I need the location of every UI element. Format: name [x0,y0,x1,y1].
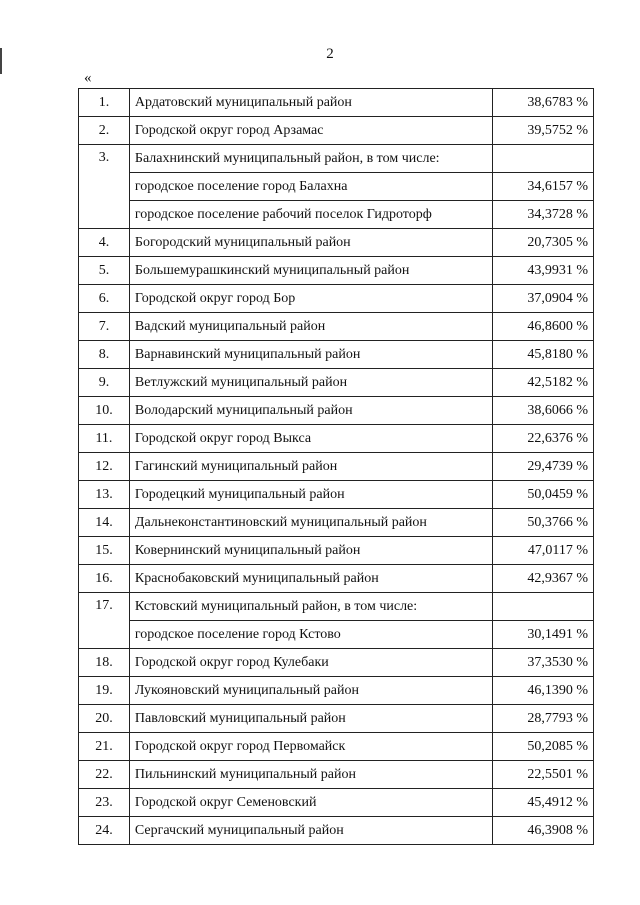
municipality-name: Павловский муниципальный район [129,705,492,733]
percentage-value: 50,3766 % [493,509,594,537]
percentage-value: 46,3908 % [493,817,594,845]
percentage-value: 38,6783 % [493,89,594,117]
municipality-name: Пильнинский муниципальный район [129,761,492,789]
table-body [79,89,594,845]
table-row [79,257,594,285]
percentage-value: 50,0459 % [493,481,594,509]
row-number: 23. [79,789,130,817]
table-row [79,229,594,257]
row-number: 6. [79,285,130,313]
table-row [79,145,594,173]
municipality-name: Богородский муниципальный район [129,229,492,257]
row-number: 11. [79,425,130,453]
row-number: 13. [79,481,130,509]
row-number: 20. [79,705,130,733]
settlement-name: городское поселение город Балахна [129,173,492,201]
percentage-value [493,145,594,173]
municipality-name: Городской округ город Арзамас [129,117,492,145]
municipality-name: Городской округ Семеновский [129,789,492,817]
percentage-value: 34,3728 % [493,201,594,229]
row-number: 19. [79,677,130,705]
percentage-value: 43,9931 % [493,257,594,285]
table-row [79,481,594,509]
municipality-name: Ветлужский муниципальный район [129,369,492,397]
row-number: 22. [79,761,130,789]
percentage-value: 42,5182 % [493,369,594,397]
municipality-name: Балахнинский муниципальный район, в том числе: [129,145,492,173]
municipality-name: Городской округ город Первомайск [129,733,492,761]
row-number: 7. [79,313,130,341]
table-row [79,705,594,733]
table-row [79,817,594,845]
row-number: 15. [79,537,130,565]
municipality-name: Варнавинский муниципальный район [129,341,492,369]
table-row [79,565,594,593]
row-number: 10. [79,397,130,425]
percentage-value: 46,1390 % [493,677,594,705]
row-number: 12. [79,453,130,481]
municipality-name: Городской округ город Бор [129,285,492,313]
percentage-value: 34,6157 % [493,173,594,201]
percentage-value: 28,7793 % [493,705,594,733]
municipality-name: Вадский муниципальный район [129,313,492,341]
table-subrow [79,173,594,201]
opening-quote: « [84,70,92,86]
table-row [79,509,594,537]
row-number: 2. [79,117,130,145]
percentage-table [78,88,594,845]
row-number: 8. [79,341,130,369]
municipality-name: Гагинский муниципальный район [129,453,492,481]
table-row [79,593,594,621]
row-number: 18. [79,649,130,677]
row-number: 17. [79,593,130,649]
municipality-name: Лукояновский муниципальный район [129,677,492,705]
percentage-value: 39,5752 % [493,117,594,145]
municipality-name: Большемурашкинский муниципальный район [129,257,492,285]
municipality-name: Ардатовский муниципальный район [129,89,492,117]
municipality-name: Ковернинский муниципальный район [129,537,492,565]
percentage-value: 37,3530 % [493,649,594,677]
percentage-value: 47,0117 % [493,537,594,565]
percentage-value: 30,1491 % [493,621,594,649]
table-row [79,117,594,145]
table-row [79,649,594,677]
municipality-name: Краснобаковский муниципальный район [129,565,492,593]
table-row [79,453,594,481]
row-number: 21. [79,733,130,761]
row-number: 4. [79,229,130,257]
settlement-name: городское поселение рабочий поселок Гидроторф [129,201,492,229]
table-row [79,537,594,565]
percentage-value: 42,9367 % [493,565,594,593]
percentage-value: 38,6066 % [493,397,594,425]
table-row [79,285,594,313]
row-number: 3. [79,145,130,229]
percentage-value: 20,7305 % [493,229,594,257]
percentage-value: 50,2085 % [493,733,594,761]
percentage-value: 22,6376 % [493,425,594,453]
row-number: 16. [79,565,130,593]
table-row [79,397,594,425]
settlement-name: городское поселение город Кстово [129,621,492,649]
table-row [79,761,594,789]
percentage-value: 29,4739 % [493,453,594,481]
municipality-name: Городской округ город Выкса [129,425,492,453]
percentage-value: 22,5501 % [493,761,594,789]
table-row [79,425,594,453]
table-row [79,733,594,761]
row-number: 1. [79,89,130,117]
municipality-name: Дальнеконстантиновский муниципальный район [129,509,492,537]
municipality-name: Володарский муниципальный район [129,397,492,425]
table-row [79,677,594,705]
table-subrow [79,621,594,649]
table-subrow [79,201,594,229]
row-number: 24. [79,817,130,845]
table-row [79,789,594,817]
table-row [79,313,594,341]
row-number: 14. [79,509,130,537]
table-row [79,341,594,369]
percentage-value: 37,0904 % [493,285,594,313]
municipality-name: Городецкий муниципальный район [129,481,492,509]
table-row [79,369,594,397]
percentage-value: 45,8180 % [493,341,594,369]
percentage-value: 46,8600 % [493,313,594,341]
municipality-name: Сергачский муниципальный район [129,817,492,845]
table-row [79,89,594,117]
percentage-value: 45,4912 % [493,789,594,817]
row-number: 9. [79,369,130,397]
row-number: 5. [79,257,130,285]
municipality-name: Кстовский муниципальный район, в том числе: [129,593,492,621]
percentage-value [493,593,594,621]
page-number: 2 [326,46,334,62]
municipality-name: Городской округ город Кулебаки [129,649,492,677]
